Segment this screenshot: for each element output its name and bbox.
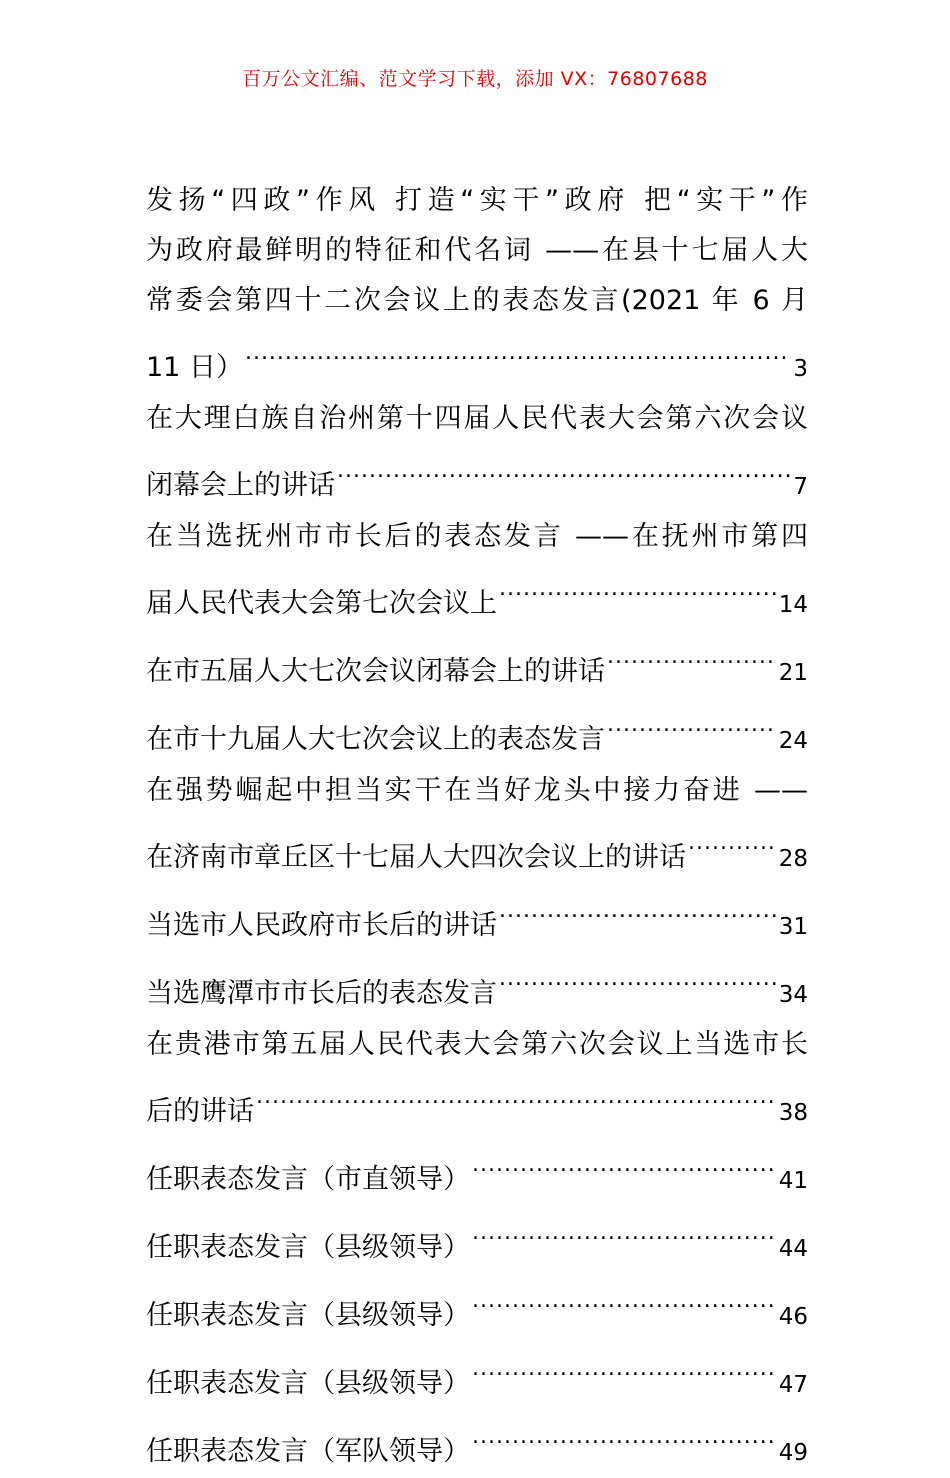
toc-entry-title-end: 闭幕会上的讲话 xyxy=(146,470,335,501)
toc-entry-title-end: 任职表态发言（军队领导） xyxy=(146,1436,470,1467)
toc-entry-last-line xyxy=(146,444,808,512)
page-number: 7 xyxy=(793,474,808,500)
dot-leader xyxy=(472,1138,777,1188)
toc-entry[interactable] xyxy=(146,1138,808,1206)
page-number: 41 xyxy=(778,1168,808,1194)
toc-entry-last-line xyxy=(146,816,808,884)
toc-entry-last-line xyxy=(146,1342,808,1410)
toc-entry[interactable] xyxy=(146,394,808,512)
toc-entry-title-end: 在济南市章丘区十七届人大四次会议上的讲话 xyxy=(146,842,686,873)
toc-entry-title-end: 当选鹰潭市市长后的表态发言 xyxy=(146,978,497,1009)
page-number: 49 xyxy=(778,1440,808,1466)
dot-leader xyxy=(499,562,777,612)
page-number: 28 xyxy=(778,846,808,872)
page-number: 14 xyxy=(778,592,808,618)
toc-entry[interactable] xyxy=(146,1274,808,1342)
dot-leader xyxy=(245,326,791,376)
dot-leader xyxy=(607,698,777,748)
dot-leader xyxy=(472,1274,777,1324)
toc-entry[interactable] xyxy=(146,884,808,952)
toc-entry-title-line: 为政府最鲜明的特征和代名词 ——在县十七届人大 xyxy=(146,235,808,266)
toc-entry[interactable] xyxy=(146,176,808,394)
page-number: 34 xyxy=(778,982,808,1008)
toc-entry[interactable] xyxy=(146,1020,808,1138)
toc-entry[interactable] xyxy=(146,1342,808,1410)
toc-entry-title-end: 当选市人民政府市长后的讲话 xyxy=(146,910,497,941)
toc-entry-last-line xyxy=(146,1274,808,1342)
toc-entry-last-line xyxy=(146,326,808,394)
dot-leader xyxy=(472,1206,777,1256)
toc-entry-last-line xyxy=(146,1138,808,1206)
page-number: 44 xyxy=(778,1236,808,1262)
toc-entry[interactable] xyxy=(146,1206,808,1274)
toc-entry[interactable] xyxy=(146,512,808,630)
toc-entry-title-line: 在当选抚州市市长后的表态发言 ——在抚州市第四 xyxy=(146,521,808,552)
page-number: 47 xyxy=(778,1372,808,1398)
dot-leader xyxy=(337,444,791,494)
toc-entry-title-line: 在贵港市第五届人民代表大会第六次会议上当选市长 xyxy=(146,1029,808,1060)
toc-entry-title-end: 任职表态发言（县级领导） xyxy=(146,1232,470,1263)
toc-entry-last-line xyxy=(146,630,808,698)
toc-entry-title-end: 11 日） xyxy=(146,352,243,383)
toc-entry-last-line xyxy=(146,1206,808,1274)
dot-leader xyxy=(256,1070,777,1120)
page-number: 31 xyxy=(778,914,808,940)
page-number: 3 xyxy=(793,356,808,382)
toc-entry[interactable] xyxy=(146,698,808,766)
toc-entry-title-end: 在市五届人大七次会议闭幕会上的讲话 xyxy=(146,656,605,687)
toc-entry[interactable] xyxy=(146,630,808,698)
table-of-contents xyxy=(146,176,808,1478)
toc-entry[interactable] xyxy=(146,1410,808,1478)
toc-entry-title-end: 任职表态发言（市直领导） xyxy=(146,1164,470,1195)
dot-leader xyxy=(472,1410,777,1460)
toc-entry-last-line xyxy=(146,884,808,952)
dot-leader xyxy=(607,630,777,680)
page-number: 24 xyxy=(778,728,808,754)
dot-leader xyxy=(688,816,777,866)
toc-entry-title-line: 在强势崛起中担当实干在当好龙头中接力奋进 —— xyxy=(146,775,808,806)
toc-entry-title-end: 在市十九届人大七次会议上的表态发言 xyxy=(146,724,605,755)
toc-entry-title-end: 任职表态发言（县级领导） xyxy=(146,1368,470,1399)
toc-entry[interactable] xyxy=(146,766,808,884)
toc-entry-title-line: 发扬“四政”作风 打造“实干”政府 把“实干”作 xyxy=(146,185,808,216)
page-number: 38 xyxy=(778,1100,808,1126)
toc-entry-title-line: 在大理白族自治州第十四届人民代表大会第六次会议 xyxy=(146,403,808,434)
toc-entry-last-line xyxy=(146,952,808,1020)
toc-entry-title-line: 常委会第四十二次会议上的表态发言(2021 年 6 月 xyxy=(146,285,808,316)
toc-entry-last-line xyxy=(146,562,808,630)
toc-entry-last-line xyxy=(146,1070,808,1138)
page-number: 46 xyxy=(778,1304,808,1330)
toc-entry-last-line xyxy=(146,698,808,766)
toc-entry-title-end: 任职表态发言（县级领导） xyxy=(146,1300,470,1331)
page-number: 21 xyxy=(778,660,808,686)
header-banner: 百万公文汇编、范文学习下载，添加 VX：76807688 xyxy=(242,68,708,90)
dot-leader xyxy=(499,884,777,934)
dot-leader xyxy=(499,952,777,1002)
toc-entry[interactable] xyxy=(146,952,808,1020)
toc-entry-title-end: 后的讲话 xyxy=(146,1096,254,1127)
toc-entry-title-end: 届人民代表大会第七次会议上 xyxy=(146,588,497,619)
dot-leader xyxy=(472,1342,777,1392)
toc-entry-last-line xyxy=(146,1410,808,1478)
